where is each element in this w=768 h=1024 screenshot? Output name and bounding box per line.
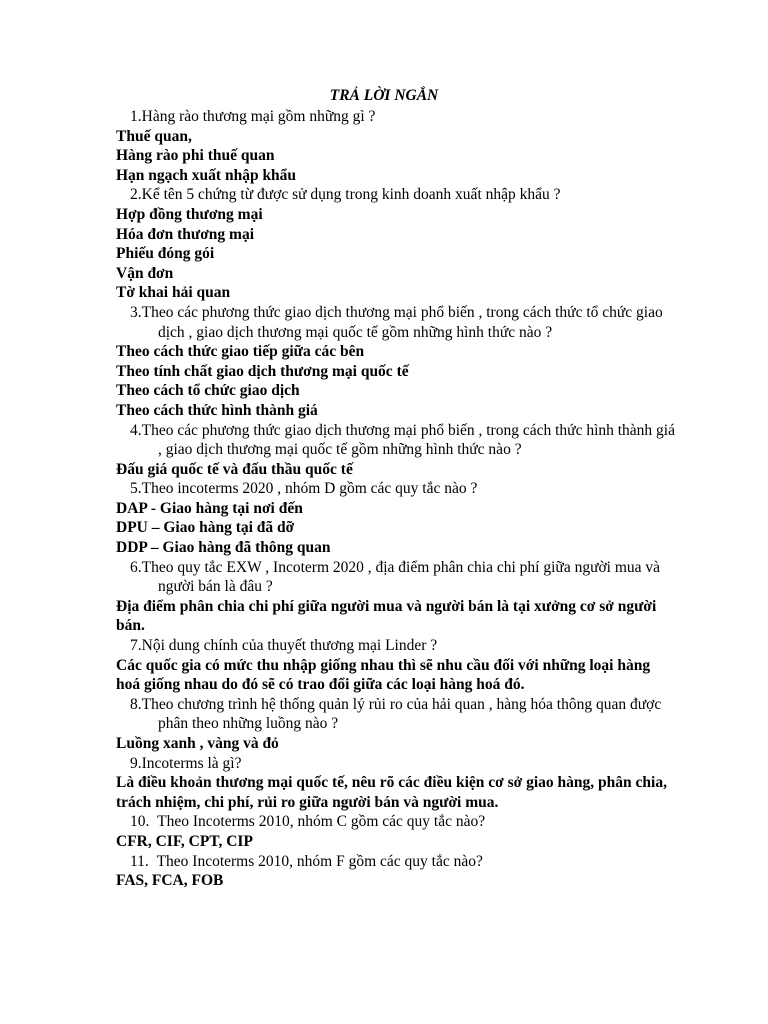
question-number: 6. xyxy=(130,558,142,576)
answer-line: Theo tính chất giao dịch thương mại quốc tế xyxy=(116,362,409,380)
question-number: 11. xyxy=(130,852,149,870)
question-text: Incoterms là gì? xyxy=(141,754,242,772)
question-number: 8. xyxy=(130,695,142,713)
question-text: Theo các phương thức giao dịch thương mại phổ biến , trong cách thức hình thành giá , giao dịch thương mại quốc tế gồm những hình thức nào ? xyxy=(141,421,675,459)
question-10 xyxy=(116,812,676,832)
question-text: Theo các phương thức giao dịch thương mại phổ biến , trong cách thức tổ chức giao dịch , giao dịch thương mại quốc tế gồm những hình thức nào ? xyxy=(141,303,663,341)
question-number: 7. xyxy=(130,637,142,655)
question-text: Theo incoterms 2020 , nhóm D gồm các quy tắc nào ? xyxy=(141,480,478,498)
question-text: Theo Incoterms 2010, nhóm F gồm các quy tắc nào? xyxy=(156,852,483,870)
answer-line: CFR, CIF, CPT, CIP xyxy=(116,832,253,850)
question-text: Theo chương trình hệ thống quản lý rủi ro của hải quan , hàng hóa thông quan được phân theo những luồng nào ? xyxy=(141,695,662,733)
answer-line: Thuế quan, xyxy=(116,127,192,145)
page-title: TRẢ LỜI NGẮN xyxy=(329,87,439,104)
question-text: Hàng rào thương mại gồm những gì ? xyxy=(141,108,376,125)
question-text: Kể tên 5 chứng từ được sử dụng trong kinh doanh xuất nhập khẩu ? xyxy=(141,186,561,204)
answer-line: Tờ khai hải quan xyxy=(116,284,231,302)
answer-line: Hóa đơn thương mại xyxy=(116,225,255,243)
answer-line: DPU – Giao hàng tại đã dỡ xyxy=(116,519,295,537)
answer-line: DAP - Giao hàng tại nơi đến xyxy=(116,499,303,517)
question-number: 4. xyxy=(130,421,142,439)
answer-line: Theo cách thức hình thành giá xyxy=(116,401,318,419)
answer-line: FAS, FCA, FOB xyxy=(116,872,224,890)
question-text: Theo quy tắc EXW , Incoterm 2020 , địa điểm phân chia chi phí giữa người mua và người bán là đâu ? xyxy=(141,558,661,596)
question-2 xyxy=(116,185,676,205)
question-text: Nội dung chính của thuyết thương mại Linder ? xyxy=(141,637,438,655)
answer-line: Hàng rào phi thuế quan xyxy=(116,147,275,165)
answer-line: Hợp đồng thương mại xyxy=(116,205,263,223)
question-1 xyxy=(116,107,676,127)
question-number: 10. xyxy=(130,813,150,831)
answer-line: Vận đơn xyxy=(116,264,174,282)
question-number: 3. xyxy=(130,303,142,321)
question-number: 2. xyxy=(130,186,142,204)
answer-line: Theo cách tổ chức giao dịch xyxy=(116,382,300,400)
question-8 xyxy=(116,695,676,734)
question-number: 5. xyxy=(130,480,142,498)
answer-line: Hạn ngạch xuất nhập khẩu xyxy=(116,166,297,184)
question-3 xyxy=(116,303,676,342)
answer-line: Theo cách thức giao tiếp giữa các bên xyxy=(116,343,365,361)
answer-line: Luồng xanh , vàng và đỏ xyxy=(116,735,279,752)
question-text: Theo Incoterms 2010, nhóm C gồm các quy tắc nào? xyxy=(157,813,486,831)
question-5 xyxy=(116,479,676,499)
answer-line: Phiếu đóng gói xyxy=(116,245,215,263)
question-number: 1. xyxy=(130,108,142,125)
question-9 xyxy=(116,754,676,774)
answer-line: DDP – Giao hàng đã thông quan xyxy=(116,539,331,557)
question-11 xyxy=(116,852,676,872)
question-4 xyxy=(116,421,676,460)
question-7 xyxy=(116,636,676,656)
qa-list xyxy=(116,107,676,891)
answer-line: Các quốc gia có mức thu nhập giống nhau thì sẽ nhu cầu đối với những loại hàng hoá giống nhau do đó sẽ có trao đổi giữa các loại hàng hoá đó. xyxy=(116,656,651,694)
answer-line: Là điều khoản thương mại quốc tế, nêu rõ các điều kiện cơ sở giao hàng, phân chia, trách nhiệm, chi phí, rủi ro giữa người bán và người mua. xyxy=(116,774,667,811)
question-number: 9. xyxy=(130,754,142,772)
answer-line: Đấu giá quốc tế và đấu thầu quốc tế xyxy=(116,460,353,478)
answer-line: Địa điểm phân chia chi phí giữa người mua và người bán là tại xưởng cơ sở người bán. xyxy=(116,597,657,635)
question-6 xyxy=(116,558,676,597)
